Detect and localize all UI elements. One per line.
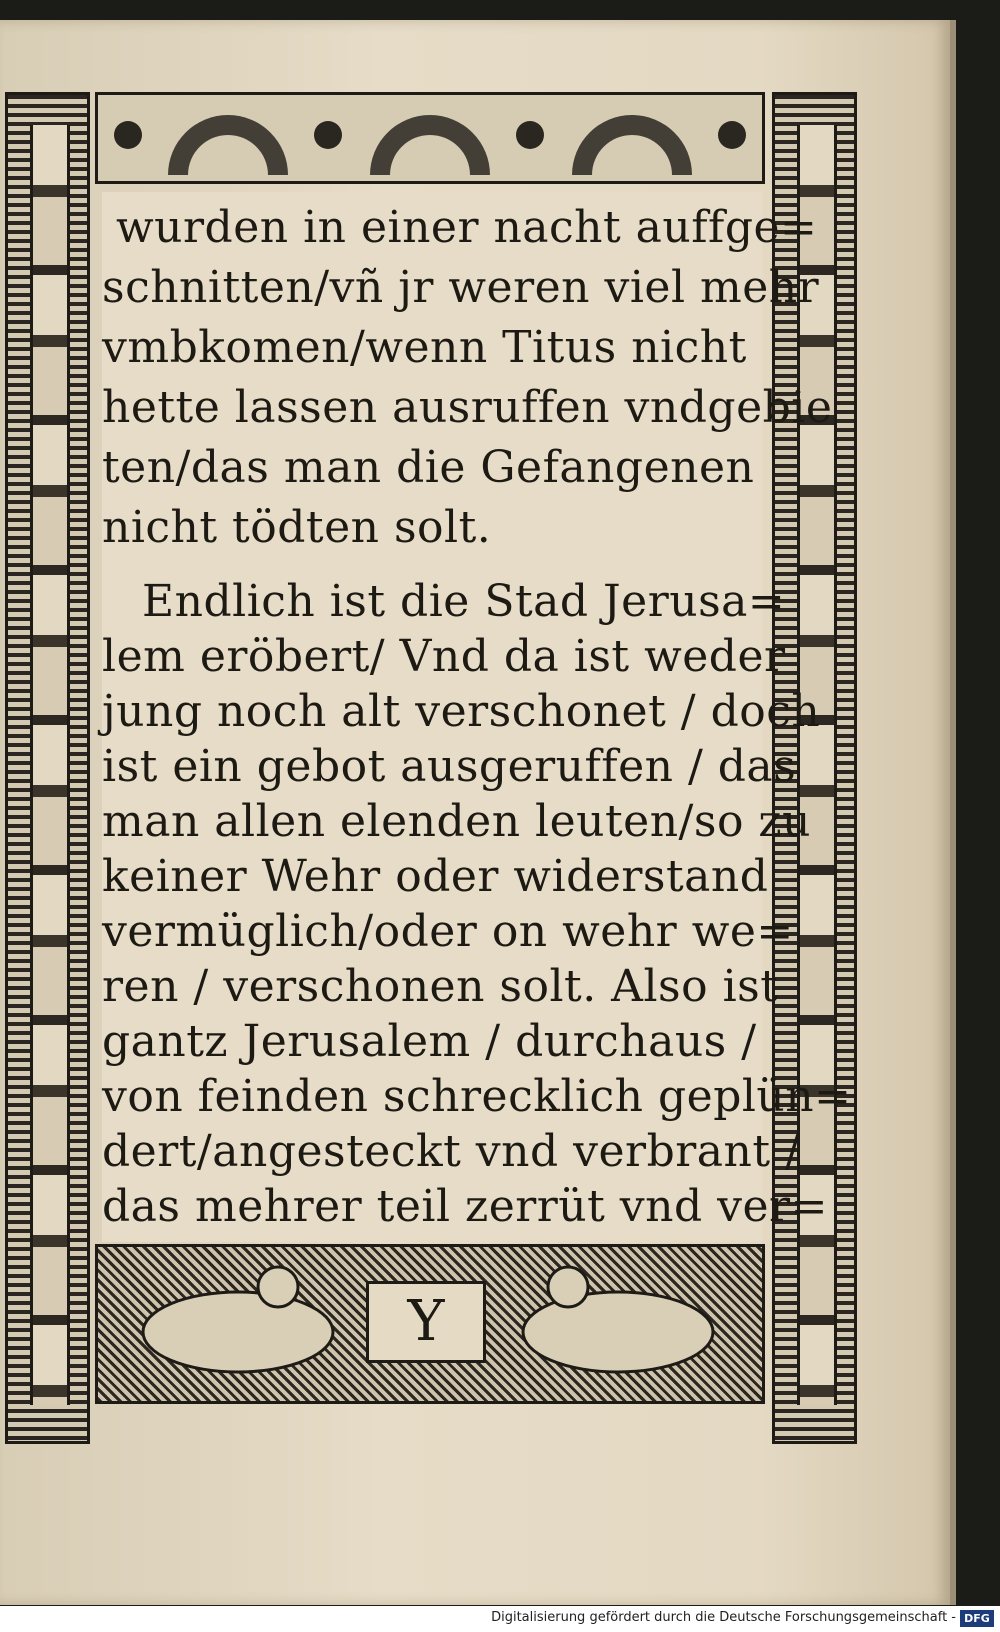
signature-mark: Y <box>366 1281 486 1363</box>
text-line: dert/angesteckt vnd verbrant / <box>102 1126 801 1177</box>
text-line: Endlich ist die Stad Jerusa= <box>142 576 786 627</box>
text-line: nicht tödten solt. <box>102 502 492 553</box>
fan-ornament-icon <box>98 95 762 181</box>
blackletter-text-block <box>102 192 852 1242</box>
text-line: ren / verschonen solt. Also ist <box>102 961 779 1012</box>
column-shaft <box>30 125 70 1405</box>
text-line: jung noch alt verschonet / doch <box>102 686 821 737</box>
ornamental-header-border <box>95 92 765 184</box>
text-line: wurden in einer nacht auffge= <box>116 202 818 253</box>
footer-credit: Digitalisierung gefördert durch die Deutsche Forschungsgemeinschaft - <box>491 1610 956 1625</box>
text-line: gantz Jerusalem / durchaus / <box>102 1016 757 1067</box>
book-page <box>0 20 956 1605</box>
text-line: vmbkomen/wenn Titus nicht <box>102 322 747 373</box>
ornamental-left-column <box>5 92 90 1444</box>
dfg-logo: DFG <box>960 1610 994 1627</box>
text-line: schnitten/vñ jr weren viel mehr <box>102 262 820 313</box>
text-line: von feinden schrecklich geplün= <box>102 1071 852 1122</box>
text-line: hette lassen ausruffen vndgebie <box>102 382 833 433</box>
text-line: das mehrer teil zerrüt vnd ver= <box>102 1181 828 1232</box>
text-line: ten/das man die Gefangenen <box>102 442 755 493</box>
text-line: vermüglich/oder on wehr we= <box>102 906 794 957</box>
ornamental-footer-border <box>95 1244 765 1404</box>
text-line: man allen elenden leuten/so zu <box>102 796 811 847</box>
digitization-footer <box>0 1606 1000 1632</box>
text-line: keiner Wehr oder widerstand <box>102 851 769 902</box>
text-line: lem eröbert/ Vnd da ist weder <box>102 631 786 682</box>
text-line: ist ein gebot ausgeruffen / das <box>102 741 797 792</box>
